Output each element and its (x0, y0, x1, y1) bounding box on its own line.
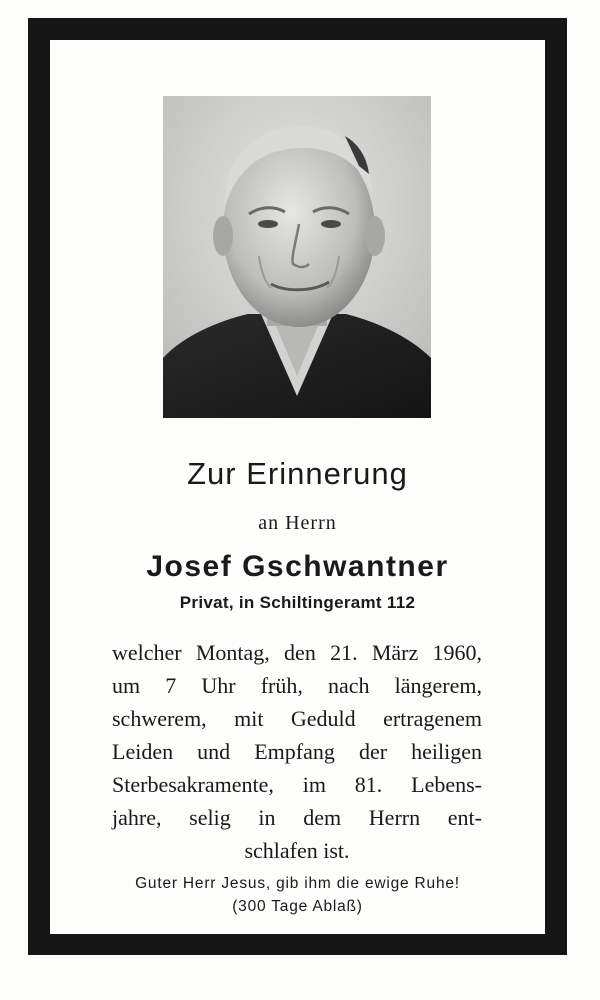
obituary-line: Leiden und Empfang der heiligen (112, 739, 482, 764)
obituary-line: schlafen ist. (244, 838, 350, 863)
obituary-line: jahre, selig in dem Herrn ent- (112, 805, 482, 830)
salutation: an Herrn (258, 512, 337, 534)
memorial-card (50, 40, 545, 934)
memorial-heading: Zur Erinnerung (187, 456, 408, 491)
obituary-text (112, 636, 482, 867)
obituary-line: Sterbesakramente, im 81. Lebens- (112, 772, 482, 797)
residence-line: Privat, in Schiltingeramt 112 (179, 593, 416, 612)
indulgence-line: (300 Tage Ablaß) (232, 898, 363, 915)
deceased-name: Josef Gschwantner (146, 550, 449, 583)
portrait-image (163, 96, 431, 418)
obituary-line: schwerem, mit Geduld ertragenem (112, 706, 482, 731)
obituary-line: welcher Montag, den 21. März 1960, (112, 640, 482, 665)
obituary-line: um 7 Uhr früh, nach längerem, (112, 673, 482, 698)
mourning-border (28, 18, 567, 955)
portrait-photo (163, 96, 431, 418)
prayer-line: Guter Herr Jesus, gib ihm die ewige Ruhe! (135, 875, 460, 892)
